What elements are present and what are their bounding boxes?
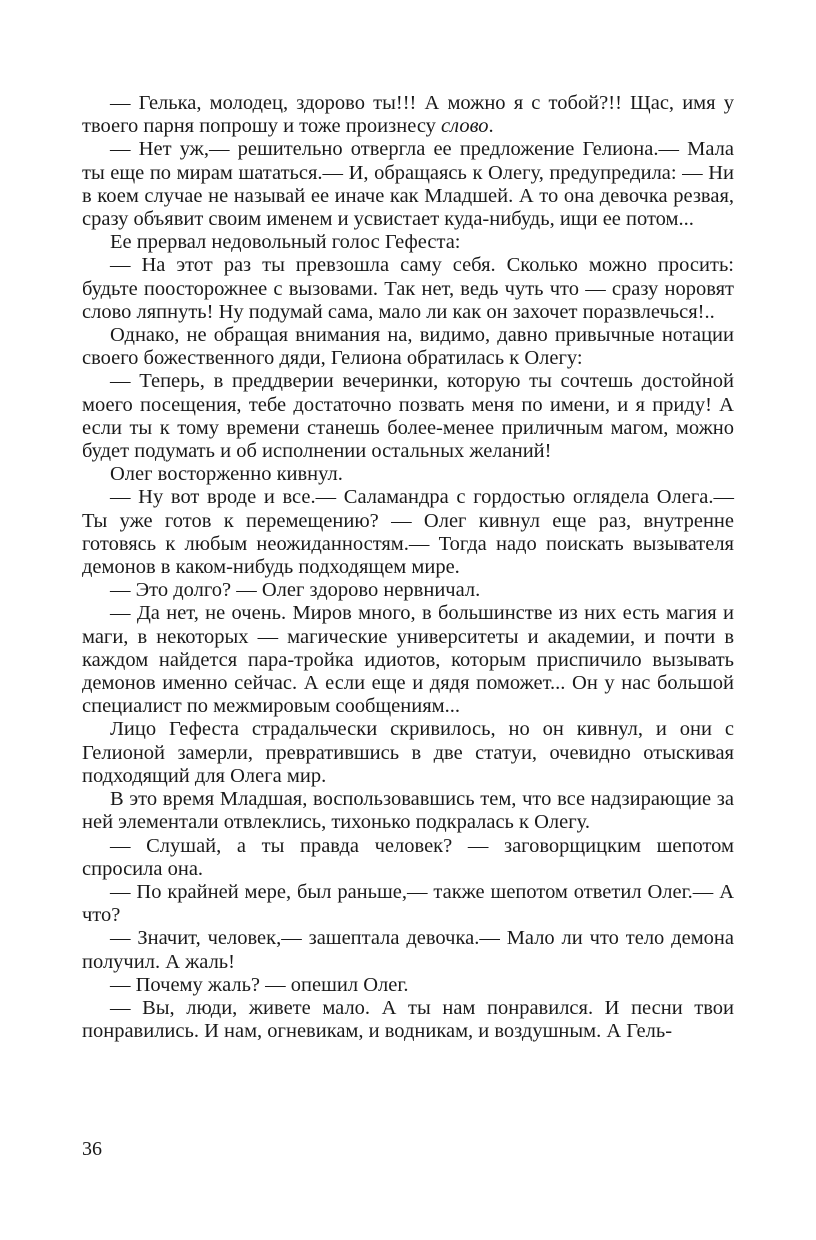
paragraph-8: — Ну вот вроде и все.— Саламандра с гордостью оглядела Олега.— Ты уже готов к перемещению? — Олег кивнул еще раз, внутренне готовясь к любым неожиданностям.— Тогда надо поискать вызывателя демонов в каком-нибудь подходящем мире. xyxy=(82,486,734,579)
paragraph-1-italic-word: слово xyxy=(441,115,489,138)
paragraph-1-end: . xyxy=(488,115,494,138)
paragraph-14: — По крайней мере, был раньше,— также шепотом ответил Олег.— А что? xyxy=(82,880,734,927)
paragraph-4: — На этот раз ты превзошла саму себя. Сколько можно просить: будьте поосторожнее с вызовами. Так нет, ведь чуть что — сразу норовят слово ляпнуть! Ну подумай сама, мало ли как он захочет поразвлечься!.. xyxy=(82,254,734,323)
paragraph-17: — Вы, люди, живете мало. А ты нам понравился. И песни твои понравились. И нам, огневикам, и водникам, и воздушным. А Гель- xyxy=(82,996,734,1043)
paragraph-13: — Слушай, а ты правда человек? — заговорщицким шепотом спросила она. xyxy=(82,834,734,880)
paragraph-15: — Значит, человек,— зашептала девочка.— Мало ли что тело демона получил. А жаль! xyxy=(82,927,734,973)
paragraph-1 xyxy=(82,92,734,138)
paragraph-3: Ее прервал недовольный голос Гефеста: xyxy=(110,231,461,254)
paragraph-9: — Это долго? — Олег здорово нервничал. xyxy=(110,579,481,602)
paragraph-12: В это время Младшая, воспользовавшись тем, что все надзирающие за ней элементали отвлеклись, тихонько подкралась к Олегу. xyxy=(82,788,734,834)
paragraph-5: Однако, не обращая внимания на, видимо, давно привычные нотации своего божественного дяди, Гелиона обратилась к Олегу: xyxy=(82,324,734,370)
paragraph-7: Олег восторженно кивнул. xyxy=(110,463,343,486)
paragraph-10: — Да нет, не очень. Миров много, в большинстве из них есть магия и маги, в некоторых — магические университеты и академии, и почти в каждом найдется пара-тройка идиотов, которым приспичило вызывать демонов именно сейчас. А если еще и дядя поможет... Он у нас большой специалист по межмировым сообщениям... xyxy=(82,602,734,718)
page-number: 36 xyxy=(82,1138,102,1160)
paragraph-11: Лицо Гефеста страдальчески скривилось, но он кивнул, и они с Гелионой замерли, превратившись в две статуи, очевидно отыскивая подходящий для Олега мир. xyxy=(82,718,734,787)
paragraph-6: — Теперь, в преддверии вечеринки, которую ты сочтешь достойной моего посещения, тебе достаточно позвать меня по имени, и я приду! А если ты к тому времени станешь более-менее приличным магом, можно будет подумать и об исполнении остальных желаний! xyxy=(82,370,734,463)
page-body xyxy=(82,92,734,1043)
paragraph-16: — Почему жаль? — опешил Олег. xyxy=(110,973,409,996)
paragraph-2: — Нет уж,— решительно отвергла ее предложение Гелиона.— Мала ты еще по мирам шататься.— И, обращаясь к Олегу, предупредила: — Ни в коем случае не называй ее иначе как Младшей. А то она девочка резвая, сразу объявит своим именем и усвистает куда-нибудь, ищи ее потом... xyxy=(82,138,734,231)
paragraph-1-text: — Гелька, молодец, здорово ты!!! А можно я с тобой?!! Щас, имя у твоего парня попрошу и тоже произнесу xyxy=(82,92,734,138)
